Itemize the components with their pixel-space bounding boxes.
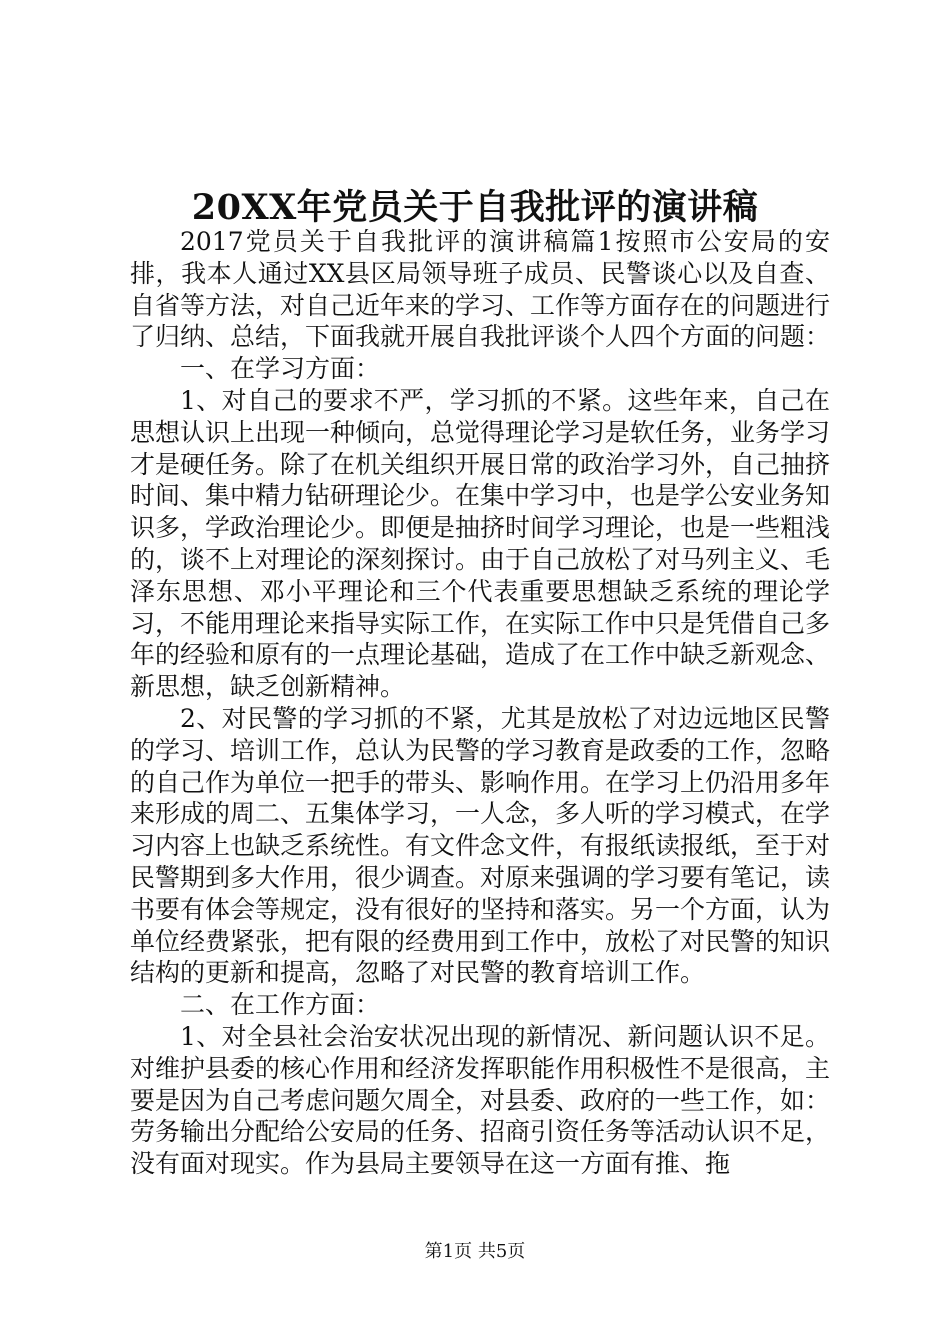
paragraph-study-2: 2、对民警的学习抓的不紧，尤其是放松了对边远地区民警的学习、培训工作，总认为民警的学习教育是政委的工作，忽略的自己作为单位一把手的带头、影响作用。在学习上仍沿用多年来形成的周二、五集体学习，一人念，多人听的学习模式，在学习内容上也缺乏系统性。有文件念文件，有报纸读报纸，至于对民警期到多大作用，很少调查。对原来强调的学习要有笔记，读书要有体会等规定，没有很好的坚持和落实。另一个方面，认为单位经费紧张，把有限的经费用到工作中，放松了对民警的知识结构的更新和提高，忽略了对民警的教育培训工作。 bbox=[130, 703, 831, 988]
section-heading-study: 一、在学习方面： bbox=[180, 354, 381, 384]
document-title: 20XX年党员关于自我批评的演讲稿 bbox=[191, 187, 759, 228]
paragraph-work-1: 1、对全县社会治安状况出现的新情况、新问题认识不足。对维护县委的核心作用和经济发挥职能作用积极性不是很高，主要是因为自己考虑问题欠周全，对县委、政府的一些工作，如：劳务输出分配给公安局的任务、招商引资任务等活动认识不足，没有面对现实。作为县局主要领导在这一方面有推、拖 bbox=[130, 1021, 831, 1179]
page-number-footer: 第1页 共5页 bbox=[424, 1241, 526, 1262]
paragraph-intro: 2017党员关于自我批评的演讲稿篇1按照市公安局的安排，我本人通过XX县区局领导班子成员、民警谈心以及自查、自省等方法，对自己近年来的学习、工作等方面存在的问题进行了归纳、总结，下面我就开展自我批评谈个人四个方面的问题： bbox=[130, 227, 831, 352]
section-heading-work: 二、在工作方面： bbox=[180, 990, 381, 1020]
paragraph-study-1: 1、对自己的要求不严，学习抓的不紧。这些年来，自己在思想认识上出现一种倾向，总觉得理论学习是软任务，业务学习才是硬任务。除了在机关组织开展日常的政治学习外，自己抽挤时间、集中精力钻研理论少。在集中学习中，也是学公安业务知识多，学政治理论少。即便是抽挤时间学习理论，也是一些粗浅的，谈不上对理论的深刻探讨。由于自己放松了对马列主义、毛泽东思想、邓小平理论和三个代表重要思想缺乏系统的理论学习，不能用理论来指导实际工作，在实际工作中只是凭借自己多年的经验和原有的一点理论基础，造成了在工作中缺乏新观念、新思想，缺乏创新精神。 bbox=[130, 385, 831, 702]
document-body bbox=[130, 226, 830, 1180]
